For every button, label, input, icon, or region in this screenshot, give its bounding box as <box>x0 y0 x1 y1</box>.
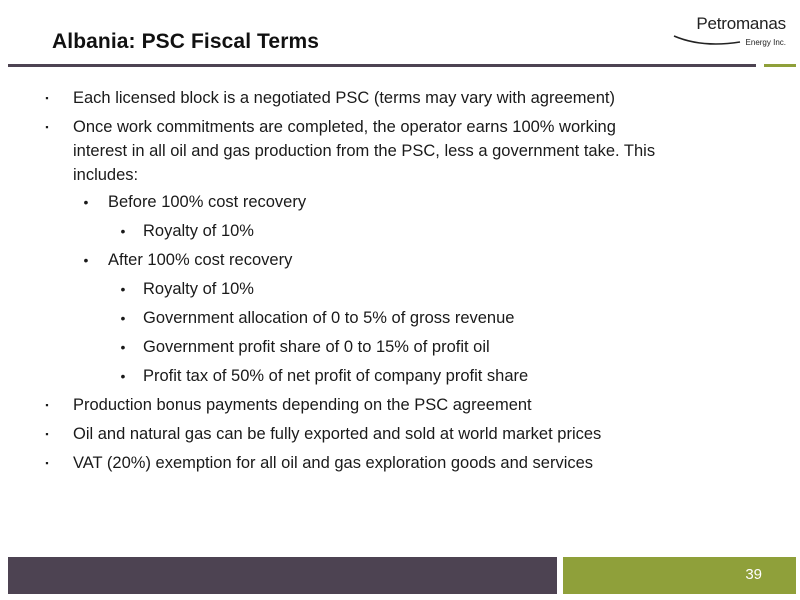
sub-sub-bullet-text: Royalty of 10% <box>143 222 254 240</box>
square-bullet-icon: ▪ <box>45 93 49 103</box>
bullet-text: Each licensed block is a negotiated PSC (terms may vary with agreement) <box>73 89 615 107</box>
logo-subtitle: Energy Inc. <box>745 38 786 47</box>
square-bullet-icon: ▪ <box>45 122 49 132</box>
title-rule-green <box>764 64 796 67</box>
round-bullet-icon: • <box>120 339 126 355</box>
bullet-text-line: Once work commitments are completed, the operator earns 100% working <box>73 118 616 136</box>
square-bullet-icon: ▪ <box>45 400 49 410</box>
sub-bullet-text: Before 100% cost recovery <box>108 193 307 211</box>
sub-sub-bullet-text: Royalty of 10% <box>143 280 254 298</box>
sub-sub-bullet-text: Government allocation of 0 to 5% of gross revenue <box>143 309 515 327</box>
page-number: 39 <box>745 566 762 583</box>
square-bullet-icon: ▪ <box>45 458 49 468</box>
bullet-text-line: interest in all oil and gas production from the PSC, less a government take. This <box>73 142 656 160</box>
bullet-text-line: includes: <box>73 166 139 184</box>
round-bullet-icon: • <box>120 223 126 239</box>
sub-sub-bullet-text: Profit tax of 50% of net profit of company profit share <box>143 367 529 385</box>
title-rule-dark <box>8 64 756 67</box>
round-bullet-icon: • <box>83 194 89 210</box>
logo-swoosh-icon <box>672 32 742 48</box>
round-bullet-icon: • <box>120 368 126 384</box>
square-bullet-icon: ▪ <box>45 429 49 439</box>
round-bullet-icon: • <box>120 310 126 326</box>
logo-name: Petromanas <box>696 14 786 33</box>
bullet-text: Production bonus payments depending on the PSC agreement <box>73 396 532 414</box>
sub-sub-bullet-text: Government profit share of 0 to 15% of profit oil <box>143 338 490 356</box>
footer-bar-dark <box>8 557 557 594</box>
bullet-text: VAT (20%) exemption for all oil and gas exploration goods and services <box>73 454 594 472</box>
slide-title: Albania: PSC Fiscal Terms <box>52 30 320 53</box>
round-bullet-icon: • <box>83 252 89 268</box>
bullet-text: Oil and natural gas can be fully exported and sold at world market prices <box>73 425 602 443</box>
sub-bullet-text: After 100% cost recovery <box>108 251 293 269</box>
company-logo <box>668 14 786 60</box>
round-bullet-icon: • <box>120 281 126 297</box>
